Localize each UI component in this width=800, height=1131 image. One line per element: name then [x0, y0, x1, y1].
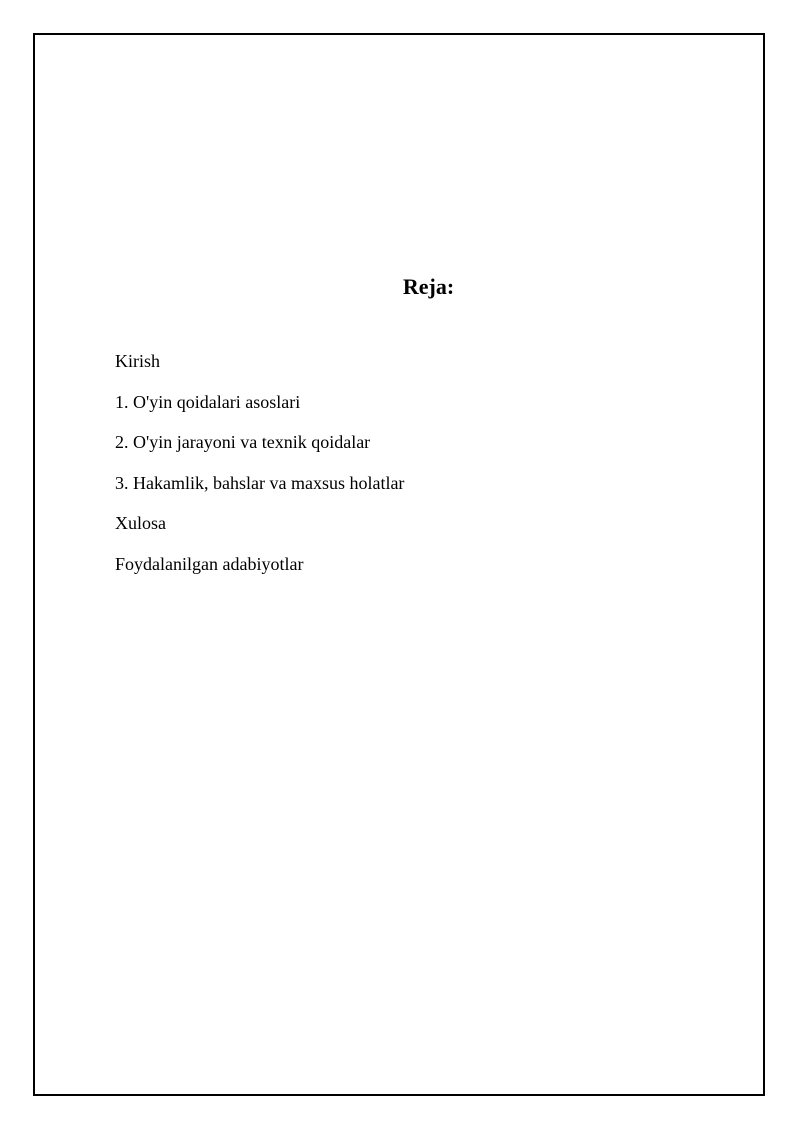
plan-list: [115, 350, 404, 593]
plan-item-2: 2. O'yin jarayoni va texnik qoidalar: [115, 432, 371, 452]
page-title: Reja:: [402, 274, 455, 299]
plan-item-introduction: Kirish: [115, 351, 160, 371]
plan-item-references: Foydalanilgan adabiyotlar: [115, 553, 304, 574]
plan-item-conclusion: Xulosa: [115, 513, 166, 533]
plan-item-3: 3. Hakamlik, bahslar va maxsus holatlar: [115, 472, 405, 493]
plan-item-1: 1. O'yin qoidalari asoslari: [115, 391, 301, 412]
